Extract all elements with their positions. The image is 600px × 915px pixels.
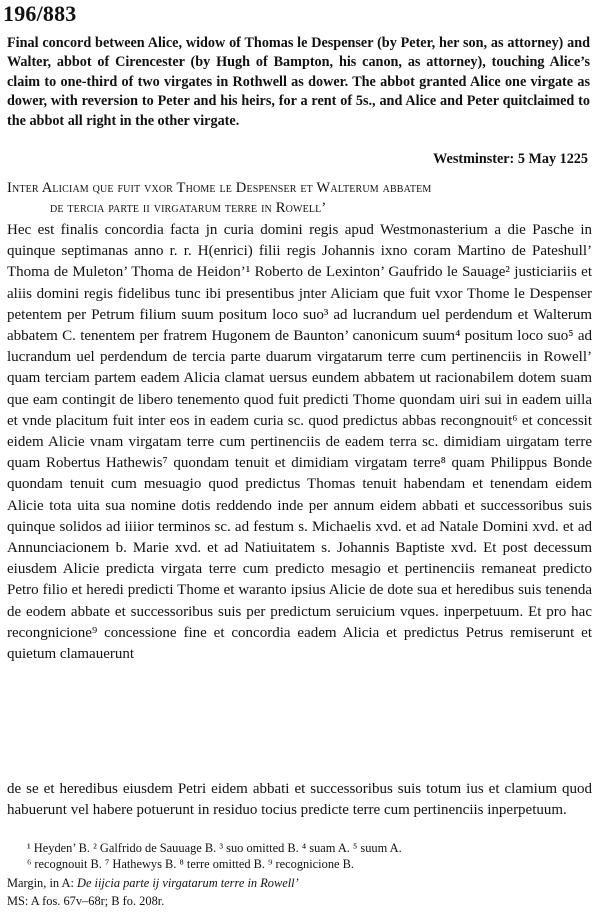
latin-text: Hec est finalis concordia facta jn curia domini regis apud Westmonasterium a die Pasche in quinque septimanas anno r. r. H(enrici) filii regis Johannis ixno coram Martino de Pateshull’ Thoma de Muleton’ Thoma de Heidon’¹ Roberto de Lexinton’ Gaufrido le Sauage² justiciariis et aliis domini regis fidelibus tunc ibi presentibus jnter Aliciam que fuit vxor Thome le Despenser petentem per Petrum filium suum positum loco suo³ ad lucrandum uel perdendum et Walterum abbatem C. tenentem per fratrem Hugonem de Baunton’ canonicum suum⁴ positum loco suo⁵ ad lucrandum uel perdendum de tercia parte duarum virgatarum terre cum pertinenciis in Rowell’ quam terciam partem eadem Alicia clamat uersus eundem abbatem ut racionabilem dotem suam que eam contingit de libero tenemento quod fuit predicti Thome quondam uiri sui in eadem uilla et vnde placitum fuit inter eos in eadem curia sc. quod predictus abbas recongnouit⁶ et concessit eidem Alicie vnam virgatam terre cum pertinenciis de eadem terra sc. dimidiam uirgatam terre quam Robertus Hathewis⁷ quondam tenuit et dimidiam virgatam terre⁸ quam Philippus Bonde quondam tenuit cum mesuagio quod predictus Thomas tenuit habendam et tenendam eidem Alicie tota uita sua nomine dotis reddendo inde per annum eidem abbati et successoribus suis quinque solidos ad iiiior terminos sc. ad festum s. Michaelis xvd. et ad Natale Domini xvd. et ad Annunciacionem b. Marie xvd. et ad Natiuitatem s. Johannis Baptiste xvd. Et post decessum eiusdem Alicie predicta virgata terre cum predicto mesagio et pertinenciis remaneat predicto Petro filio et heredi predicti Thome et waranto ipsius Alicie de dote sua et heredibus suis tenenda de eodem abbate et successoribus suis per predictum seruicium vques. inperpetuum. Et pro hac recongnicione⁹ concessione fine et concordia eadem Alicia et predictus Petrus remiserunt et quietum clamauerunt: [7, 222, 592, 663]
heading-line-1: Inter Aliciam que fuit vxor Thome le Despenser et Walterum abbatem: [7, 180, 432, 196]
place-date: [433, 150, 588, 169]
footnotes-line-1: ¹ Heyden’ B. ² Galfrido de Sauuage B. ³ suo omitted B. ⁴ suam A. ⁵ suum A.: [27, 841, 402, 855]
document-number: 196/883: [3, 1, 77, 26]
english-summary: Final concord between Alice, widow of Thomas le Despenser (by Peter, her son, as attorney) and Walter, abbot of Cirencester (by Hugh of Bampton, his canon, as attorney), touching Alice’s claim to one-third of two virgates in Rothwell as dower. The abbot granted Alice one virgate as dower, with reversion to Peter and his heirs, for a rent of 5s., and Alice and Peter quitclaimed to the abbot all right in the other virgate.: [7, 35, 590, 129]
margin-label: Margin, in A:: [7, 876, 74, 890]
margin-note: [7, 875, 592, 891]
footnotes: [7, 840, 592, 873]
footnotes-line-2: ⁶ recognouit B. ⁷ Hathewys B. ⁸ terre omitted B. ⁹ recognicione B.: [27, 857, 354, 872]
margin-text: De iijcia parte ij virgatarum terre in Rowell’: [77, 876, 299, 890]
date: 5 May 1225: [517, 151, 588, 167]
latin-text-continued: de se et heredibus eiusdem Petri eidem abbati et successoribus suis totum ius et clamium quod habuerunt vel habere potuerunt in residuo tocius predicte terre cum pertinenciis inperpetuum.: [7, 781, 592, 819]
latin-heading: [7, 178, 592, 218]
manuscript-reference: MS: A fos. 67v–68r; B fo. 208r.: [7, 894, 165, 908]
heading-line-2: de tercia parte ii virgatarum terre in Rowell’: [50, 200, 327, 216]
place: Westminster:: [433, 151, 515, 167]
